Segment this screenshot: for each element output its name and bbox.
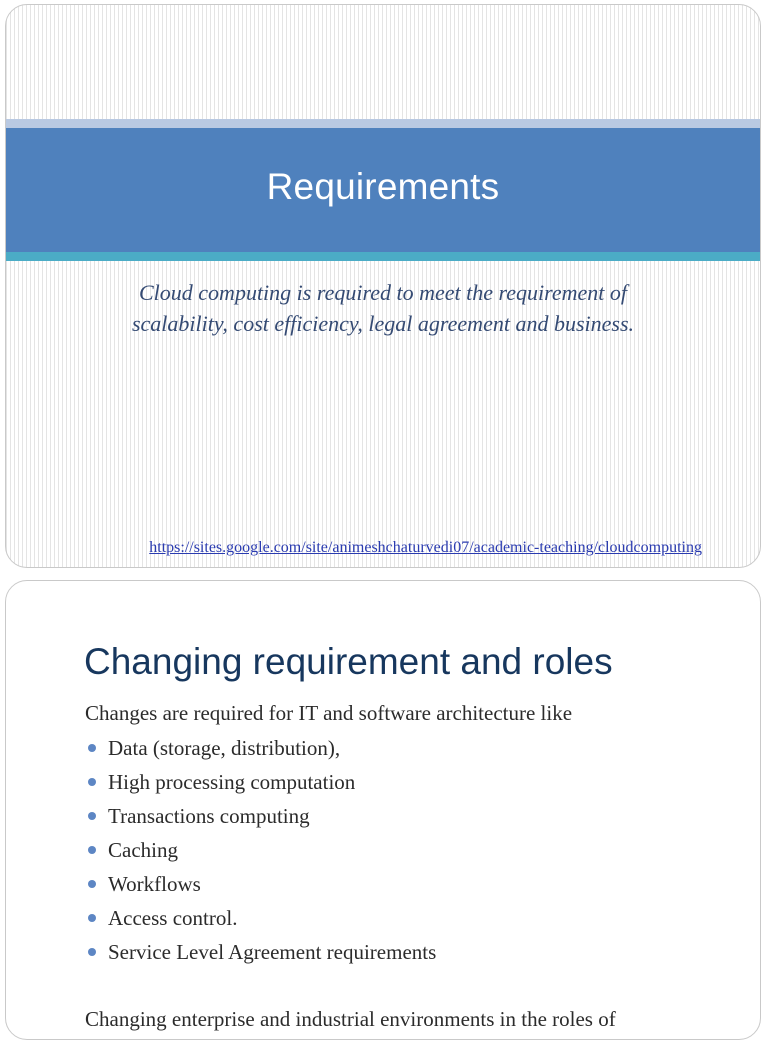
- bullet-icon: [88, 914, 96, 922]
- list-item: [85, 765, 436, 799]
- bullet-icon: [88, 778, 96, 786]
- list-item-text: Transactions computing: [108, 804, 310, 828]
- bullet-list: [85, 731, 436, 969]
- intro-text: Changes are required for IT and software architecture like: [85, 701, 573, 725]
- source-link[interactable]: https://sites.google.com/site/animeshchaturvedi07/academic-teaching/cloudcomputing: [149, 539, 702, 556]
- list-item-text: Caching: [108, 838, 178, 862]
- list-item: [85, 901, 436, 935]
- title-band-bottom: [6, 252, 760, 261]
- bullet-icon: [88, 948, 96, 956]
- list-item: [85, 867, 436, 901]
- list-item-text: Service Level Agreement requirements: [108, 940, 437, 964]
- list-item: [85, 799, 436, 833]
- bullet-icon: [88, 880, 96, 888]
- bullet-icon: [88, 812, 96, 820]
- bullet-icon: [88, 846, 96, 854]
- slide-title: Requirements: [266, 166, 500, 207]
- list-item-text: Data (storage, distribution),: [108, 736, 341, 760]
- closing-text: Changing enterprise and industrial environments in the roles of: [85, 1007, 616, 1031]
- bullet-icon: [88, 744, 96, 752]
- slide-requirements: [5, 4, 761, 568]
- slide-subtitle: Cloud computing is required to meet the requirement of scalability, cost efficiency, legal agreement and business.: [131, 280, 635, 336]
- list-item-text: Access control.: [108, 906, 238, 930]
- slide-heading: Changing requirement and roles: [84, 641, 613, 682]
- title-bar: [6, 128, 760, 252]
- slide-changing-requirements: [5, 580, 761, 1040]
- title-band-top: [6, 119, 760, 128]
- list-item: [85, 833, 436, 867]
- list-item: [85, 731, 436, 765]
- list-item-text: Workflows: [108, 872, 201, 896]
- list-item: [85, 935, 436, 969]
- list-item-text: High processing computation: [108, 770, 356, 794]
